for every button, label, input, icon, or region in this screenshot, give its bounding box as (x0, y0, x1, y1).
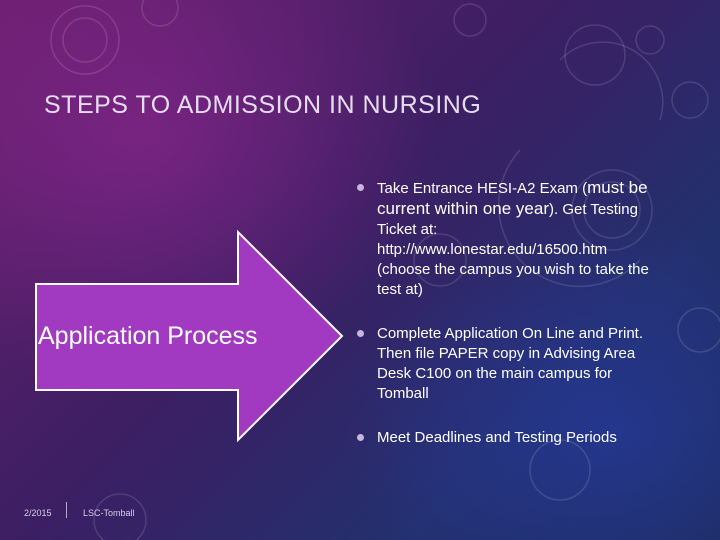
bullet-deadlines (357, 428, 657, 448)
footer-divider (66, 502, 67, 518)
bullet-list (357, 178, 657, 448)
bullet-hesi-exam (357, 178, 657, 300)
bullet-dot-icon (357, 184, 364, 191)
bullet-text: Meet Deadlines and Testing Periods (377, 429, 617, 446)
slide-title: STEPS TO ADMISSION IN NURSING (44, 91, 482, 119)
arrow-label: Application Process (38, 322, 258, 350)
bullet-dot-icon (357, 434, 364, 441)
bullet-dot-icon (357, 330, 364, 337)
bullet-text: Complete Application On Line and Print. Then file PAPER copy in Advising Area Desk C100 on the main campus for Tomball (377, 325, 643, 402)
footer-text: LSC-Tomball (83, 508, 135, 518)
bullet-emphasis: must be current within one year (377, 178, 648, 218)
bullet-text: Take Entrance HESI-A2 Exam ( (377, 180, 588, 197)
bullet-text: ). Get Testing Ticket at: http://www.lonestar.edu/16500.htm (choose the campus you wish to take the test at) (377, 201, 649, 298)
footer-date: 2/2015 (24, 508, 52, 518)
bullet-application (357, 324, 657, 404)
